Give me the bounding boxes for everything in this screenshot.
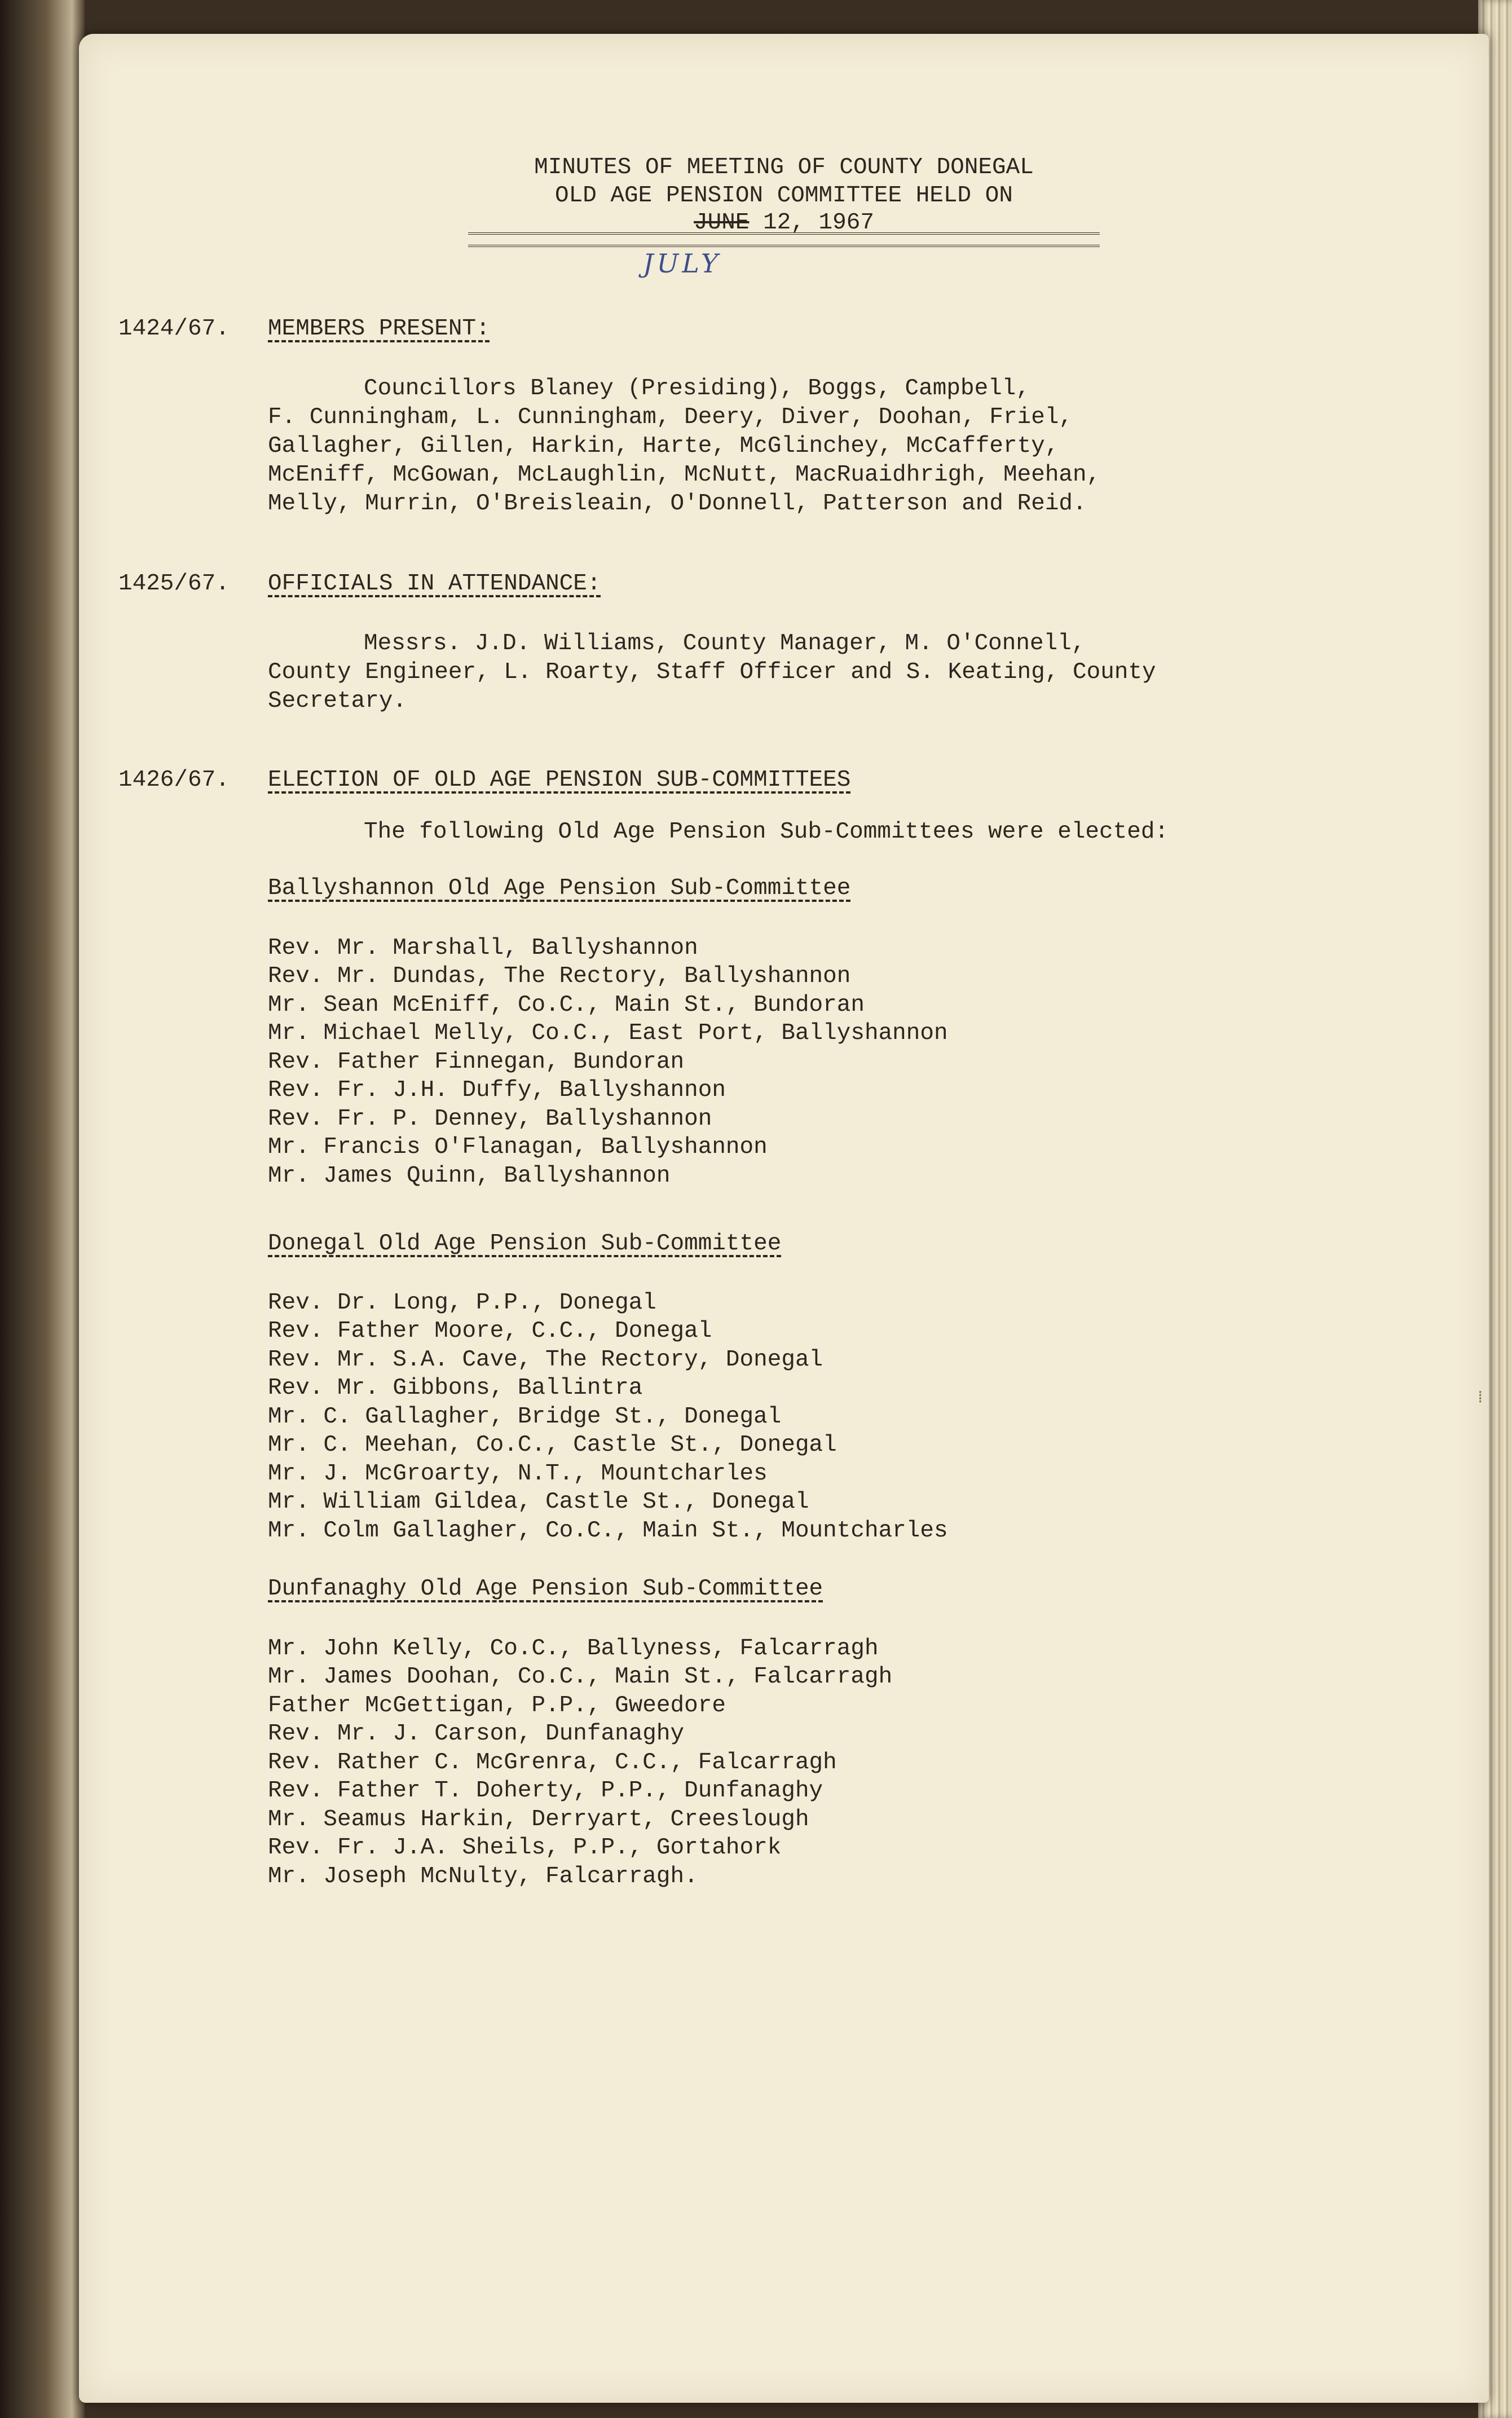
committee-member: Rev. Fr. J.A. Sheils, P.P., Gortahork [268, 1835, 782, 1861]
committee-member: Mr. James Doohan, Co.C., Main St., Falcarragh [268, 1664, 893, 1690]
committee-member: Mr. Francis O'Flanagan, Ballyshannon [268, 1134, 768, 1160]
committee-member: Mr. Seamus Harkin, Derryart, Creeslough [268, 1807, 809, 1833]
struck-month: JUNE [694, 210, 750, 236]
handwritten-correction: JULY [643, 248, 722, 279]
officials-line: Messrs. J.D. Williams, County Manager, M. O'Connell, [364, 631, 1086, 657]
committee-member: Mr. C. Gallagher, Bridge St., Donegal [268, 1404, 782, 1430]
committee-title-ballyshannon: Ballyshannon Old Age Pension Sub-Committee [268, 875, 851, 901]
officials-heading: OFFICIALS IN ATTENDANCE: [268, 571, 601, 597]
members-line: F. Cunningham, L. Cunningham, Deery, Diver, Doohan, Friel, [268, 404, 1073, 430]
officials-line: County Engineer, L. Roarty, Staff Officer and S. Keating, County [268, 659, 1156, 685]
committee-member: Mr. John Kelly, Co.C., Ballyness, Falcarragh [268, 1636, 879, 1662]
committee-member: Mr. Sean McEniff, Co.C., Main St., Bundoran [268, 992, 865, 1018]
minute-ref-1425: 1425/67. [118, 571, 230, 597]
committee-member: Rev. Mr. Gibbons, Ballintra [268, 1375, 643, 1401]
header-double-rule [468, 232, 1100, 247]
committee-member: Father McGettigan, P.P., Gweedore [268, 1693, 726, 1719]
committee-title-donegal: Donegal Old Age Pension Sub-Committee [268, 1231, 782, 1257]
members-line: Councillors Blaney (Presiding), Boggs, Campbell, [364, 376, 1030, 402]
document-page [79, 34, 1489, 2403]
members-line: Gallagher, Gillen, Harkin, Harte, McGlinchey, McCafferty, [268, 433, 1059, 459]
header-line-2: OLD AGE PENSION COMMITTEE HELD ON [555, 183, 1013, 209]
committee-member: Rev. Dr. Long, P.P., Donegal [268, 1290, 656, 1316]
committee-member: Mr. Colm Gallagher, Co.C., Main St., Mountcharles [268, 1518, 948, 1544]
committee-member: Mr. Joseph McNulty, Falcarragh. [268, 1864, 698, 1890]
committee-member: Rev. Mr. Dundas, The Rectory, Ballyshannon [268, 963, 851, 989]
committee-member: Rev. Mr. Marshall, Ballyshannon [268, 935, 698, 961]
members-line: Melly, Murrin, O'Breisleain, O'Donnell, Patterson and Reid. [268, 491, 1087, 517]
committee-member: Mr. J. McGroarty, N.T., Mountcharles [268, 1461, 768, 1487]
committee-member: Rev. Fr. P. Denney, Ballyshannon [268, 1106, 712, 1132]
election-heading: ELECTION OF OLD AGE PENSION SUB-COMMITTEES [268, 767, 851, 793]
minute-ref-1426: 1426/67. [118, 767, 230, 793]
committee-member: Mr. Michael Melly, Co.C., East Port, Ballyshannon [268, 1020, 948, 1046]
members-present-heading: MEMBERS PRESENT: [268, 316, 490, 342]
header-line-1: MINUTES OF MEETING OF COUNTY DONEGAL [534, 155, 1034, 180]
committee-member: Mr. William Gildea, Castle St., Donegal [268, 1489, 809, 1515]
margin-mark: ⁞ [1478, 1388, 1483, 1407]
committee-member: Rev. Fr. J.H. Duffy, Ballyshannon [268, 1077, 726, 1103]
date-rest: 12, 1967 [749, 210, 874, 236]
committee-member: Rev. Father T. Doherty, P.P., Dunfanaghy [268, 1778, 823, 1804]
members-line: McEniff, McGowan, McLaughlin, McNutt, MacRuaidhrigh, Meehan, [268, 462, 1101, 488]
committee-member: Rev. Father Moore, C.C., Donegal [268, 1318, 712, 1344]
election-intro: The following Old Age Pension Sub-Committees were elected: [364, 819, 1169, 845]
committee-member: Rev. Mr. S.A. Cave, The Rectory, Donegal [268, 1347, 823, 1373]
minute-ref-1424: 1424/67. [118, 316, 230, 342]
committee-member: Rev. Mr. J. Carson, Dunfanaghy [268, 1721, 685, 1747]
committee-member: Rev. Rather C. McGrenra, C.C., Falcarragh [268, 1750, 837, 1776]
committee-member: Mr. James Quinn, Ballyshannon [268, 1163, 671, 1189]
facing-page-edge [0, 0, 85, 2418]
committee-member: Mr. C. Meehan, Co.C., Castle St., Donegal [268, 1432, 837, 1458]
committee-title-dunfanaghy: Dunfanaghy Old Age Pension Sub-Committee [268, 1576, 823, 1602]
committee-member: Rev. Father Finnegan, Bundoran [268, 1049, 685, 1075]
officials-line: Secretary. [268, 688, 407, 714]
